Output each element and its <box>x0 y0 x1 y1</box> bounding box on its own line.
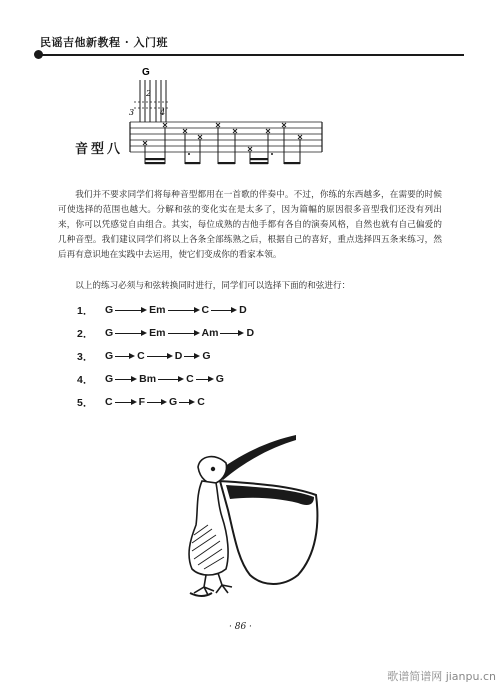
body-paragraph-2: 以上的练习必须与和弦转换同时进行，同学们可以选择下面的和弦进行： <box>75 281 351 291</box>
arrow-icon <box>115 375 137 383</box>
progression-number: 2． <box>77 327 94 340</box>
chord: Em <box>149 304 166 316</box>
progression-number: 3． <box>77 350 94 363</box>
chord: F <box>138 396 146 408</box>
arrow-icon <box>147 352 173 360</box>
body-paragraph-1: 我们并不要求同学们将每种音型都用在一首歌的伴奏中。不过，你练的东西越多，在需要的时候可使选择的范围也越大。分解和弦的变化实在是太多了，因为篇幅的原因很多音型我们还没有列出来，你可以凭感觉自由组合。其实，每位成熟的吉他手都有各自的演奏风格，自然也就有自己偏爱的几种音型。我们建议同学们将以上各条全部练熟之后，根据自己的喜好，重点选择四五条来练习，然后再有意识地在实践中去运用，使它们变成你的看家本领。 <box>58 190 442 260</box>
progression-number: 4． <box>77 373 94 386</box>
arrow-icon <box>115 329 147 337</box>
chord: Em <box>149 327 166 339</box>
tab-marker-2: 2 <box>146 89 152 98</box>
chord: D <box>174 350 183 362</box>
arrow-icon <box>179 398 195 406</box>
arrow-icon <box>196 375 214 383</box>
arrow-icon <box>168 306 200 314</box>
chord: C <box>105 396 113 408</box>
arrow-icon <box>115 398 137 406</box>
tab-marker-4: 4 <box>160 108 166 117</box>
chord-progression-2 <box>77 325 254 341</box>
chord: G <box>105 327 114 339</box>
chord: G <box>169 396 178 408</box>
chord: C <box>186 373 194 385</box>
arrow-icon <box>115 306 147 314</box>
chord-progression-1 <box>77 302 247 318</box>
progression-number: 1． <box>77 304 94 317</box>
chord-progression-4 <box>77 371 224 387</box>
chord: C <box>201 304 210 316</box>
tab-chord-name: G <box>142 67 150 78</box>
chord-progression-3 <box>77 348 211 364</box>
chord: G <box>105 373 114 385</box>
chord: Am <box>201 327 219 339</box>
arrow-icon <box>158 375 184 383</box>
header-rule <box>40 54 464 56</box>
arrow-icon <box>147 398 167 406</box>
chord: G <box>105 304 114 316</box>
chord: C <box>137 350 145 362</box>
chord: G <box>105 350 114 362</box>
chord: G <box>202 350 211 362</box>
chord: Bm <box>139 373 157 385</box>
book-header-title: 民谣吉他新教程 · 入门班 <box>40 36 168 49</box>
pattern-label: 音型八 <box>75 142 124 157</box>
chord: C <box>197 396 205 408</box>
chord: D <box>239 304 247 316</box>
page-number: · 86 · <box>229 622 252 632</box>
arrow-icon <box>211 306 237 314</box>
pelican-illustration <box>168 425 328 605</box>
arrow-icon <box>168 329 200 337</box>
arrow-icon <box>184 352 200 360</box>
arrow-icon <box>220 329 244 337</box>
site-watermark[interactable]: 歌谱简谱网 jianpu.cn <box>387 670 496 683</box>
tab-marker-3: 3 <box>129 108 135 117</box>
chord: G <box>215 373 224 385</box>
chord: D <box>246 327 255 339</box>
chord-progression-5 <box>77 394 205 410</box>
guitar-tab-notation <box>60 62 330 180</box>
progression-number: 5． <box>77 396 94 409</box>
arrow-icon <box>115 352 135 360</box>
